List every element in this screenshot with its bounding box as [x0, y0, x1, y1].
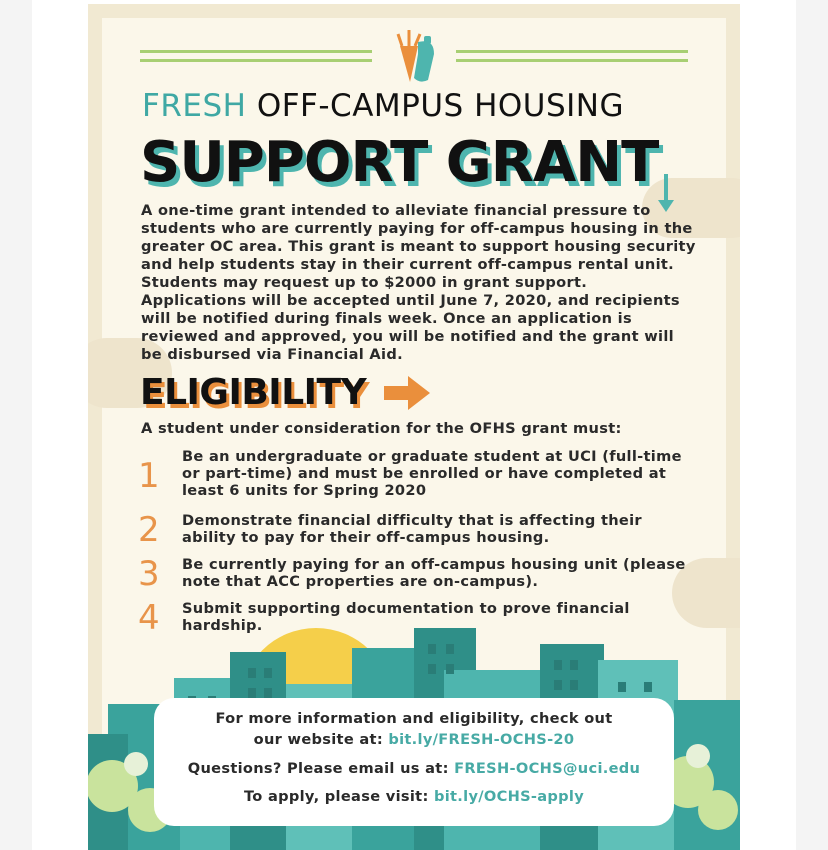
- eligibility-intro: A student under consideration for the OFHS grant must:: [141, 420, 622, 437]
- carrot-bottle-logo-icon: [388, 24, 440, 86]
- right-arrow-icon: [384, 376, 430, 410]
- item-number: 1: [138, 456, 160, 496]
- item-text: Submit supporting documentation to prove financial hardship.: [182, 600, 630, 634]
- item-number: 3: [138, 554, 160, 594]
- item-text: Demonstrate financial difficulty that is affecting their ability to pay for their off-campus housing.: [182, 512, 642, 546]
- header-rule-right: [456, 59, 688, 62]
- page-title: SUPPORT GRANT: [140, 130, 659, 195]
- email-label: Questions? Please email us at:: [187, 760, 455, 777]
- email-link[interactable]: FRESH-OCHS@uci.edu: [454, 760, 641, 777]
- title-accent: FRESH: [142, 88, 247, 124]
- header-rule-right: [456, 50, 688, 53]
- item-text: Be an undergraduate or graduate student at UCI (full-time or part-time) and must be enrolled or have completed at least 6 units for Spring 2020: [182, 448, 682, 499]
- grant-description: A one-time grant intended to alleviate financial pressure to students who are currently paying for off-campus housing in the greater OC area. This grant is meant to support housing security and help students stay in their current off-campus rental unit. Students may request up to $2000 in grant support. Applications will be accepted until June 7, 2020, and recipients will be notified during finals week. Once an application is reviewed and approved, you will be notified and the grant will be disbursed via Financial Aid.: [141, 202, 696, 363]
- website-link[interactable]: bit.ly/FRESH-OCHS-20: [388, 731, 575, 748]
- info-line: [154, 731, 674, 748]
- apply-link[interactable]: bit.ly/OCHS-apply: [433, 788, 585, 805]
- info-box: [154, 698, 674, 826]
- title-rest: OFF-CAMPUS HOUSING: [256, 88, 625, 124]
- apply-label: To apply, please visit:: [243, 788, 434, 805]
- item-number: 2: [138, 510, 160, 550]
- info-line: [154, 760, 674, 777]
- item-number: 4: [138, 598, 160, 638]
- flyer: [88, 4, 740, 850]
- info-line: [154, 788, 674, 805]
- info-line: For more information and eligibility, check out: [215, 710, 613, 727]
- header-rule-left: [140, 59, 372, 62]
- title-line-1: [142, 88, 702, 124]
- item-text: Be currently paying for an off-campus housing unit (please note that ACC properties are on-campus).: [182, 556, 686, 590]
- header-rule-left: [140, 50, 372, 53]
- website-label: our website at:: [253, 731, 389, 748]
- eligibility-heading: ELIGIBILITY: [140, 372, 367, 413]
